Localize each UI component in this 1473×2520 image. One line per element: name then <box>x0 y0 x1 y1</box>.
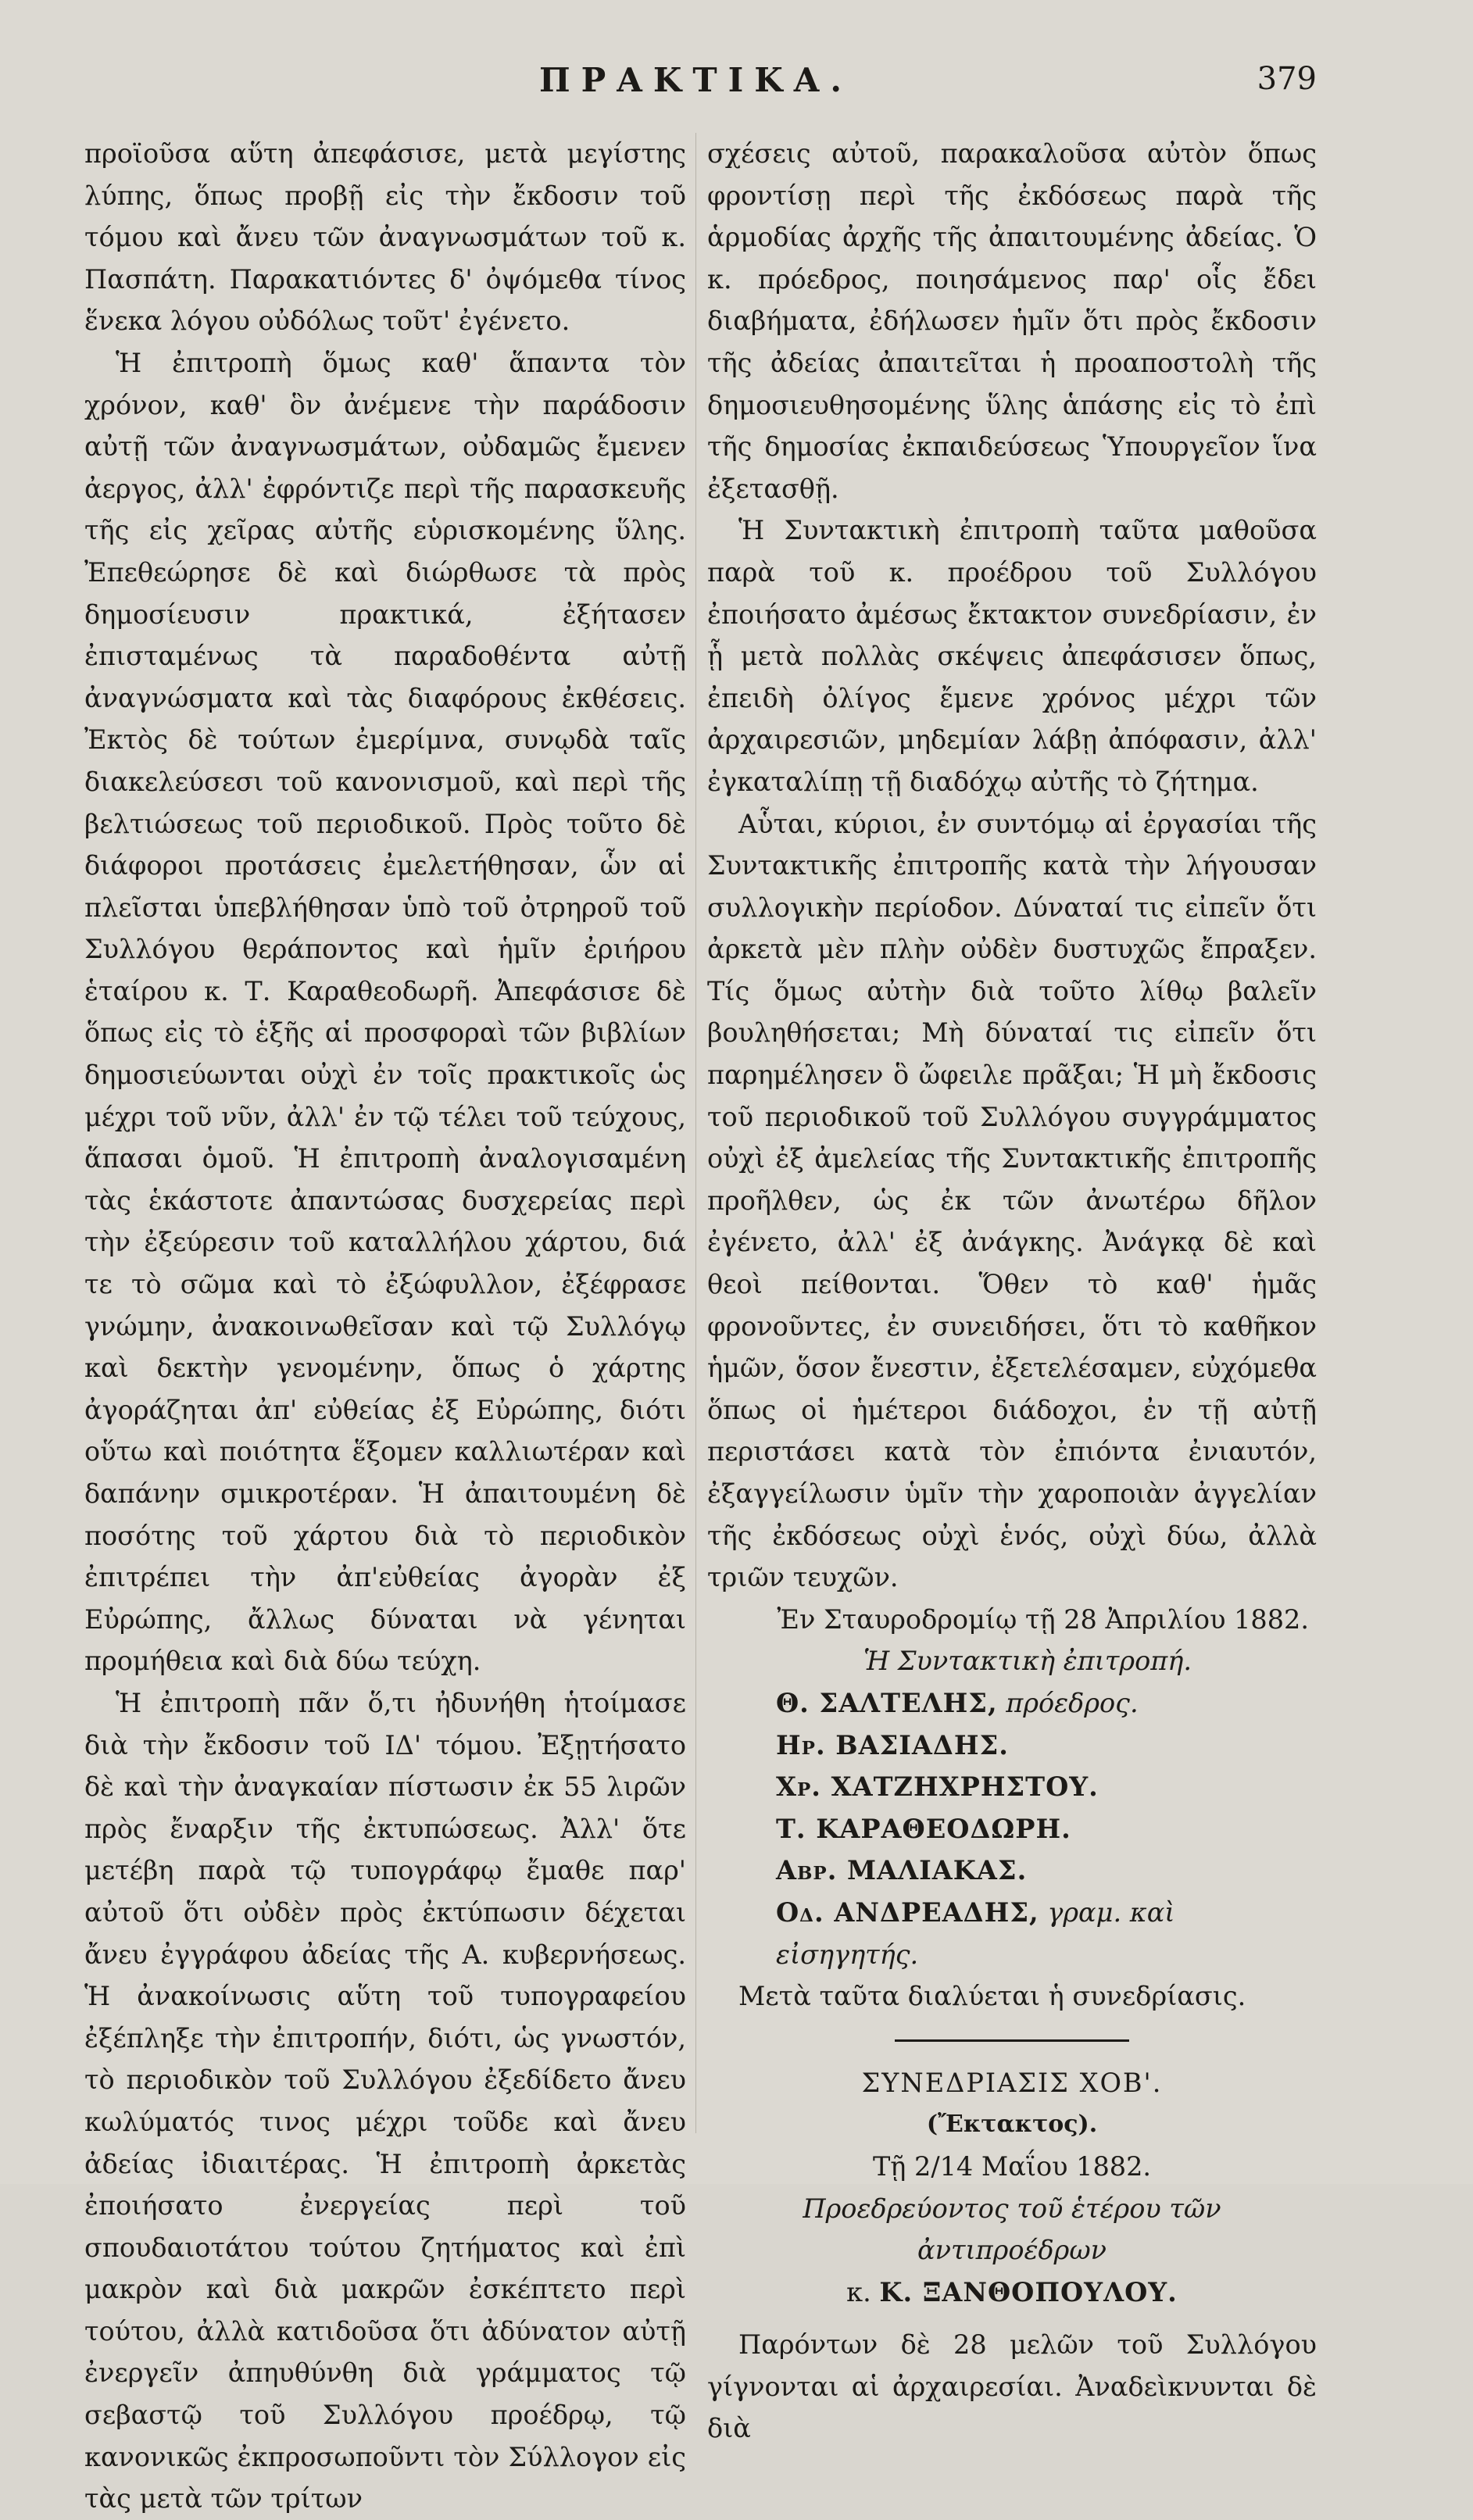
session-type: (Ἔκτακτος). <box>926 2111 1098 2139</box>
member-role: πρόεδρος. <box>1006 1687 1139 1718</box>
president-prefix: κ. <box>846 2276 871 2307</box>
committee-member <box>707 1808 1317 1850</box>
committee-title: Ἡ Συντακτικὴ ἐπιτροπή. <box>863 1646 1192 1677</box>
member-name: Οδ. ΑΝΔΡΕΑΔΗΣ, <box>776 1896 1039 1928</box>
column-divider <box>695 133 696 2133</box>
member-name: Τ. ΚΑΡΑΘΕΟΔΩΡΗ. <box>776 1813 1071 1844</box>
president-name: Κ. ΞΑΝΘΟΠΟΥΛΟΥ. <box>879 2276 1178 2307</box>
signature-place-date: Ἐν Σταυροδρομίῳ τῇ 28 Ἀπριλίου 1882. <box>777 1603 1309 1635</box>
section-separator <box>895 2039 1129 2042</box>
paragraph: Ἡ Συντακτικὴ ἐπιτροπὴ ταῦτα μαθοῦσα παρὰ τοῦ κ. προέδρου τοῦ Συλλόγου ἐποιήσατο ἀμέσως ἔκτακτον συνεδρίασιν, ἐν ᾗ μετὰ πολλὰς σκέψεις ἀπεφάσισεν ὅπως, ἐπειδὴ ὀλίγος ἔμενε χρόνος μέχρι τῶν ἀρχαιρεσιῶν, μηδεμίαν λάβῃ ἀπόφασιν, ἀλλ' ἐγκαταλίπῃ τῇ διαδόχῳ αὐτῆς τὸ ζήτημα. <box>707 515 1317 797</box>
member-name: Θ. ΣΑΛΤΕΛΗΣ, <box>776 1687 998 1718</box>
left-column <box>84 133 686 2520</box>
session-date: Τῇ 2/14 Μαΐου 1882. <box>872 2150 1152 2182</box>
member-name: Χρ. ΧΑΤΖΗΧΡΗΣΤΟΥ. <box>776 1771 1099 1803</box>
paragraph: Ἡ ἐπιτροπὴ πᾶν ὅ,τι ἠδυνήθη ἡτοίμασε διὰ τὴν ἔκδοσιν τοῦ ΙΔ' τόμου. Ἐξῃτήσατο δὲ καὶ τὴν ἀναγκαίαν πίστωσιν ἐκ 55 λιρῶν πρὸς ἔναρξιν τῆς ἐκτυπώσεως. Ἀλλ' ὅτε μετέβη παρὰ τῷ τυπογράφῳ ἔμαθε παρ' αὐτοῦ ὅτι οὐδὲν πρὸς ἐκτύπωσιν δέχεται ἄνευ ἐγγράφου ἀδείας τῆς Α. κυβερνήσεως. Ἡ ἀνακοίνωσις αὕτη τοῦ τυπογραφείου ἐξέπληξε τὴν ἐπιτροπήν, διότι, ὡς γνωστόν, τὸ περιοδικὸν τοῦ Συλλόγου ἐξεδίδετο ἄνευ κωλύματός τινος μέχρι τοῦδε καὶ ἄνευ ἀδείας ἰδιαιτέρας. Ἡ ἐπιτροπὴ ἀρκετὰς ἐποιήσατο ἐνεργείας περὶ τοῦ σπουδαιοτάτου τούτου ζητήματος καὶ ἐπὶ μακρὸν καὶ διὰ μακρῶν ἐσκέπτετο περὶ τούτου, ἀλλὰ κατιδοῦσα ὅτι ἀδύνατον αὐτῇ ἐνεργεῖν ἀπηυθύνθη διὰ γράμματος τῷ σεβαστῷ τοῦ Συλλόγου προέδρῳ, τῷ κανονικῶς ἐκπροσωποῦντι τὸν Σύλλογον εἰς τὰς μετὰ τῶν τρίτων <box>84 1687 686 2515</box>
paragraph: σχέσεις αὐτοῦ, παρακαλοῦσα αὐτὸν ὅπως φροντίσῃ περὶ τῆς ἐκδόσεως παρὰ τῆς ἁρμοδίας ἀρχῆς τῆς ἀπαιτουμένης ἀδείας. Ὁ κ. πρόεδρος, ποιησάμενος παρ' οἷς ἔδει διαβήματα, ἐδήλωσεν ἡμῖν ὅτι πρὸς ἔκδοσιν τῆς ἀδείας ἀπαιτεῖται ἡ προαποστολὴ τῆς δημοσιευθησομένης ὕλης ἁπάσης εἰς τὸ ἐπὶ τῆς δημοσίας ἐκπαιδεύσεως Ὑπουργεῖον ἵνα ἐξετασθῇ. <box>707 138 1317 504</box>
member-name: Αβρ. ΜΑΛΙΑΚΑΣ. <box>776 1855 1028 1886</box>
committee-member <box>707 1850 1317 1892</box>
committee-member <box>707 1892 1317 1975</box>
committee-member <box>707 1766 1317 1808</box>
member-role: γραμ. καὶ εἰσηγητής. <box>776 1896 1175 1970</box>
page-number: 379 <box>1257 61 1317 97</box>
running-title: ΠΡΑΚΤΙΚΑ. <box>539 61 853 99</box>
session-presidency: Προεδρεύοντος τοῦ ἑτέρου τῶν ἀντιπροέδρων <box>803 2193 1221 2266</box>
paragraph: Παρόντων δὲ 28 μελῶν τοῦ Συλλόγου γίγνονται αἱ ἀρχαιρεσίαι. Ἀναδεὶκνυνται δὲ διὰ <box>707 2329 1317 2444</box>
member-name: Ηρ. ΒΑΣΙΑΔΗΣ. <box>776 1729 1009 1760</box>
session-title: ΣΥΝΕΔΡΙΑΣΙΣ ΧΟΒ'. <box>861 2067 1163 2098</box>
session-president <box>707 2272 1317 2314</box>
closing-line: Μετὰ ταῦτα διαλύεται ἡ συνεδρίασις. <box>738 1981 1246 2012</box>
paragraph: Αὗται, κύριοι, ἐν συντόμῳ αἱ ἐργασίαι τῆς Συντακτικῆς ἐπιτροπῆς κατὰ τὴν λήγουσαν συλλογικὴν περίοδον. Δύναταί τις εἰπεῖν ὅτι ἀρκετὰ μὲν πλὴν οὐδὲν δυστυχῶς ἔπραξεν. Τίς ὅμως αὐτὴν διὰ τοῦτο λίθῳ βαλεῖν βουληθήσεται; Μὴ δύναταί τις εἰπεῖν ὅτι παρημέλησεν ὃ ὤφειλε πρᾶξαι; Ἡ μὴ ἔκδοσις τοῦ περιοδικοῦ τοῦ Συλλόγου συγγράμματος οὐχὶ ἐξ ἀμελείας τῆς Συντακτικῆς ἐπιτροπῆς προῆλθεν, ὡς ἐκ τῶν ἀνωτέρω δῆλον ἐγένετο, ἀλλ' ἐξ ἀνάγκης. Ἀνάγκᾳ δὲ καὶ θεοὶ πείθονται. Ὅθεν τὸ καθ' ἡμᾶς φρονοῦντες, ἐν συνειδήσει, ὅτι τὸ καθῆκον ἡμῶν, ὅσον ἔνεστιν, ἐξετελέσαμεν, εὐχόμεθα ὅπως οἱ ἡμέτεροι διάδοχοι, ἐν τῇ αὐτῇ περιστάσει κατὰ τὸν ἐπιόντα ἐνιαυτόν, ἐξαγγείλωσιν ὑμῖν τὴν χαροποιὰν ἀγγελίαν τῆς ἐκδόσεως οὐχὶ ἑνός, οὐχὶ δύω, ἀλλὰ τριῶν τευχῶν. <box>707 808 1317 1593</box>
running-head <box>0 61 1473 108</box>
paragraph: Ἡ ἐπιτροπὴ ὅμως καθ' ἅπαντα τὸν χρόνον, καθ' ὃν ἀνέμενε τὴν παράδοσιν αὐτῇ τῶν ἀναγνωσμάτων, οὐδαμῶς ἔμενεν ἀεργος, ἀλλ' ἐφρόντιζε περὶ τῆς παρασκευῆς τῆς εἰς χεῖρας αὐτῆς εὑρισκομένης ὕλης. Ἐπεθεώρησε δὲ καὶ διώρθωσε τὰ πρὸς δημοσίευσιν πρακτικά, ἐξήτασεν ἐπισταμένως τὰ παραδοθέντα αὐτῇ ἀναγνώσματα καὶ τὰς διαφόρους ἐκθέσεις. Ἐκτὸς δὲ τούτων ἐμερίμνα, συνῳδὰ ταῖς διακελεύσεσι τοῦ κανονισμοῦ, καὶ περὶ τῆς βελτιώσεως τοῦ περιοδικοῦ. Πρὸς τοῦτο δὲ διάφοροι προτάσεις ἐμελετήθησαν, ὧν αἱ πλεῖσται ὑπεβλήθησαν ὑπὸ τοῦ ὀτρηροῦ τοῦ Συλλόγου θεράποντος καὶ ἡμῖν ἐριήρου ἑταίρου κ. Τ. Καραθεοδωρῆ. Ἀπεφάσισε δὲ ὅπως εἰς τὸ ἑξῆς αἱ προσφοραὶ τῶν βιβλίων δημοσιεύωνται οὐχὶ ἐν τοῖς πρακτικοῖς ὡς μέχρι τοῦ νῦν, ἀλλ' ἐν τῷ τέλει τοῦ τεύχους, ἅπασαι ὁμοῦ. Ἡ ἐπιτροπὴ ἀναλογισαμένη τὰς ἑκάστοτε ἀπαντώσας δυσχερείας περὶ τὴν ἐξεύρεσιν τοῦ καταλλήλου χάρτου, διά τε τὸ σῶμα καὶ τὸ ἐξώφυλλον, ἐξέφρασε γνώμην, ἀνακοινωθεῖσαν καὶ τῷ Συλλόγῳ καὶ δεκτὴν γενομένην, ὅπως ὁ χάρτης ἀγοράζηται ἀπ' εὐθείας ἐξ Εὐρώπης, διότι οὕτω καὶ ποιότητα ἕξομεν καλλιωτέραν καὶ δαπάνην σμικροτέραν. Ἡ ἀπαιτουμένη δὲ ποσότης τοῦ χάρτου διὰ τὸ περιοδικὸν ἐπιτρέπει τὴν ἀπ'εὐθείας ἀγορὰν ἐξ Εὐρώπης, ἄλλως δύναται νὰ γένηται προμήθεια καὶ διὰ δύω τεύχη. <box>84 347 686 1677</box>
committee-member <box>707 1725 1317 1767</box>
committee-member <box>707 1682 1317 1725</box>
right-column <box>707 133 1317 2450</box>
paragraph: προϊοῦσα αὕτη ἀπεφάσισε, μετὰ μεγίστης λύπης, ὅπως προβῇ εἰς τὴν ἔκδοσιν τοῦ τόμου καὶ ἄνευ τῶν ἀναγνωσμάτων τοῦ κ. Πασπάτη. Παρακατιόντες δ' ὀψόμεθα τίνος ἕνεκα λόγου οὐδόλως τοῦτ' ἐγένετο. <box>84 138 686 337</box>
